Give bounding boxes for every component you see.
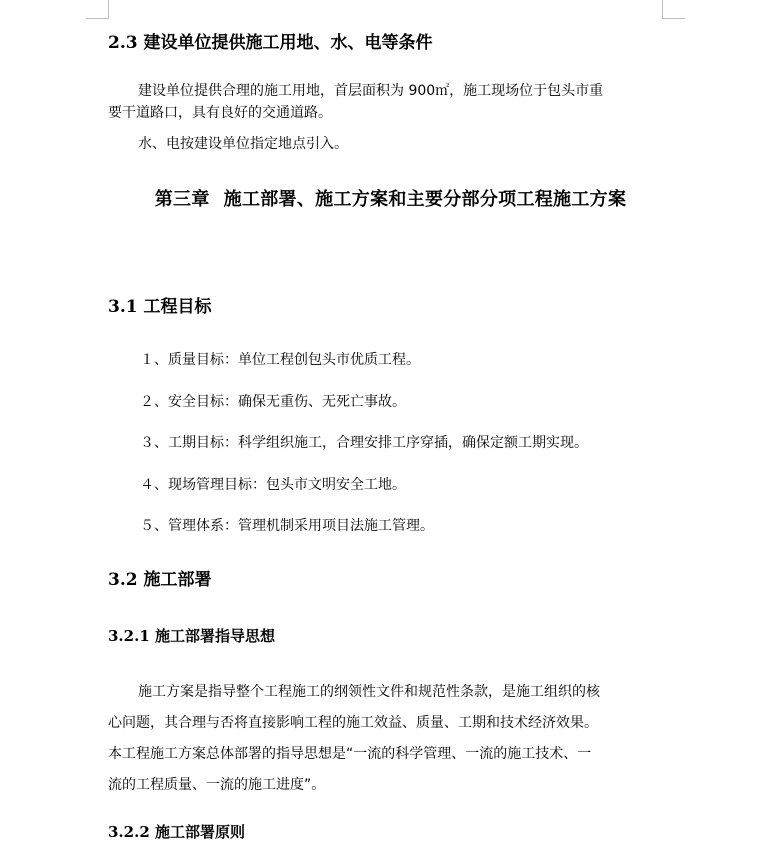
chapter-title: 施工部署、施工方案和主要分部分项工程施工方案: [223, 189, 627, 210]
goal-item: ２、安全目标：确保无重伤、无死亡事故。: [140, 394, 406, 410]
goal-item: １、质量目标：单位工程创包头市优质工程。: [140, 352, 420, 368]
crop-mark-left: [86, 0, 109, 19]
section-3-2-2-heading: 3.2.2 施工部署原则: [108, 823, 245, 841]
chapter-label: 第三章: [154, 189, 210, 210]
paragraph-line: 施工方案是指导整个工程施工的纲领性文件和规范性条款，是施工组织的核: [138, 684, 600, 700]
goal-item: ５、管理体系：管理机制采用项目法施工管理。: [140, 518, 434, 534]
section-3-2-1-heading: 3.2.1 施工部署指导思想: [108, 627, 275, 645]
paragraph-line: 要干道路口，具有良好的交通道路。: [108, 105, 332, 121]
section-2-3-paragraph-2: [108, 134, 668, 154]
section-2-3-paragraph: [108, 80, 668, 124]
crop-mark-right: [662, 0, 685, 19]
paragraph-line: 建设单位提供合理的施工用地，首层面积为 900㎡，施工现场位于包头市重: [138, 83, 604, 99]
section-3-1-heading: 3.1 工程目标: [108, 297, 212, 317]
paragraph-line: 流的工程质量、一流的施工进度”。: [108, 777, 326, 793]
section-3-2-heading: 3.2 施工部署: [108, 570, 212, 590]
paragraph-line: 心问题，其合理与否将直接影响工程的施工效益、质量、工期和技术经济效果。: [108, 715, 598, 731]
section-2-3-heading: 2.3 建设单位提供施工用地、水、电等条件: [108, 33, 433, 53]
goal-item: ４、现场管理目标：包头市文明安全工地。: [140, 477, 406, 493]
chapter-3-title: [0, 188, 781, 212]
paragraph-line: 本工程施工方案总体部署的指导思想是“一流的科学管理、一流的施工技术、一: [108, 746, 592, 762]
goal-item: ３、工期目标：科学组织施工，合理安排工序穿插，确保定额工期实现。: [140, 435, 588, 451]
section-3-2-1-paragraph: [108, 677, 668, 801]
paragraph-line: 水、电按建设单位指定地点引入。: [138, 136, 348, 152]
